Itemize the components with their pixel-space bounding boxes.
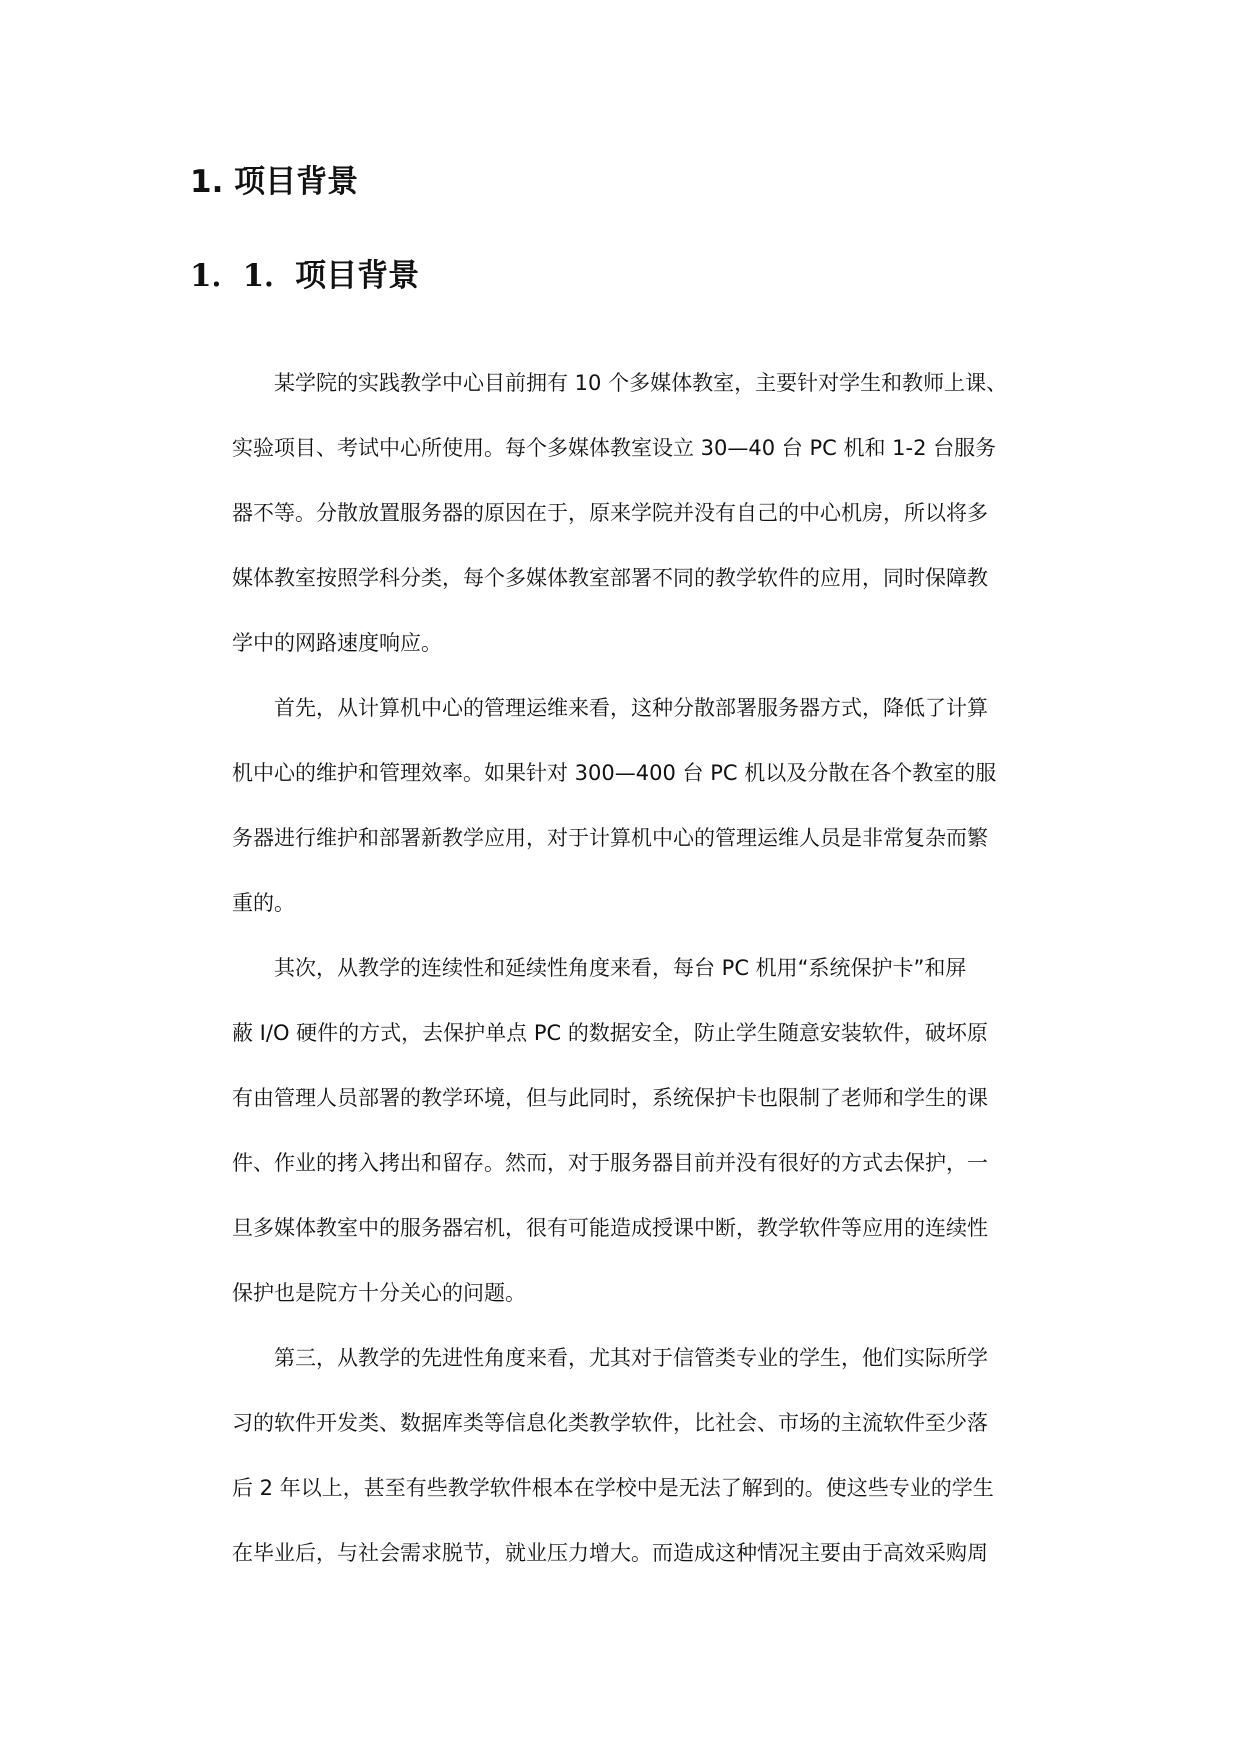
text-line: 第三，从教学的先进性角度来看，尤其对于信管类专业的学生，他们实际所学 [274,1346,988,1370]
text-line: 实验项目、考试中心所使用。每个多媒体教室设立 30—40 台 PC 机和 1-2 台服务 [232,436,997,460]
text-line: 某学院的实践教学中心目前拥有 10 个多媒体教室，主要针对学生和教师上课、 [274,371,1008,395]
body-text [232,351,1052,1586]
text-line: 有由管理人员部署的教学环境，但与此同时，系统保护卡也限制了老师和学生的课 [232,1086,988,1110]
heading-level-1: 1. 项目背景 [190,164,359,200]
text-line: 媒体教室按照学科分类，每个多媒体教室部署不同的教学软件的应用，同时保障教 [232,566,988,590]
text-line: 蔽 I/O 硬件的方式，去保护单点 PC 的数据安全，防止学生随意安装软件，破坏原 [232,1021,988,1045]
text-line: 保护也是院方十分关心的问题。 [232,1281,526,1305]
text-line: 在毕业后，与社会需求脱节，就业压力增大。而造成这种情况主要由于高效采购周 [232,1541,988,1565]
text-line: 件、作业的拷入拷出和留存。然而，对于服务器目前并没有很好的方式去保护，一 [232,1151,988,1175]
text-line: 机中心的维护和管理效率。如果针对 300—400 台 PC 机以及分散在各个教室的服 [232,761,997,785]
heading-level-2: 1．1．项目背景 [190,258,420,294]
text-line: 其次，从教学的连续性和延续性角度来看，每台 PC 机用“系统保护卡”和屏 [274,956,967,980]
text-line: 旦多媒体教室中的服务器宕机，很有可能造成授课中断，教学软件等应用的连续性 [232,1216,988,1240]
text-line: 学中的网路速度响应。 [232,631,442,655]
text-line: 习的软件开发类、数据库类等信息化类教学软件，比社会、市场的主流软件至少落 [232,1411,988,1435]
text-line: 器不等。分散放置服务器的原因在于，原来学院并没有自己的中心机房，所以将多 [232,501,988,525]
text-line: 重的。 [232,891,295,915]
text-line: 务器进行维护和部署新教学应用，对于计算机中心的管理运维人员是非常复杂而繁 [232,826,988,850]
text-line: 后 2 年以上，甚至有些教学软件根本在学校中是无法了解到的。使这些专业的学生 [232,1476,994,1500]
text-line: 首先，从计算机中心的管理运维来看，这种分散部署服务器方式，降低了计算 [274,696,988,720]
